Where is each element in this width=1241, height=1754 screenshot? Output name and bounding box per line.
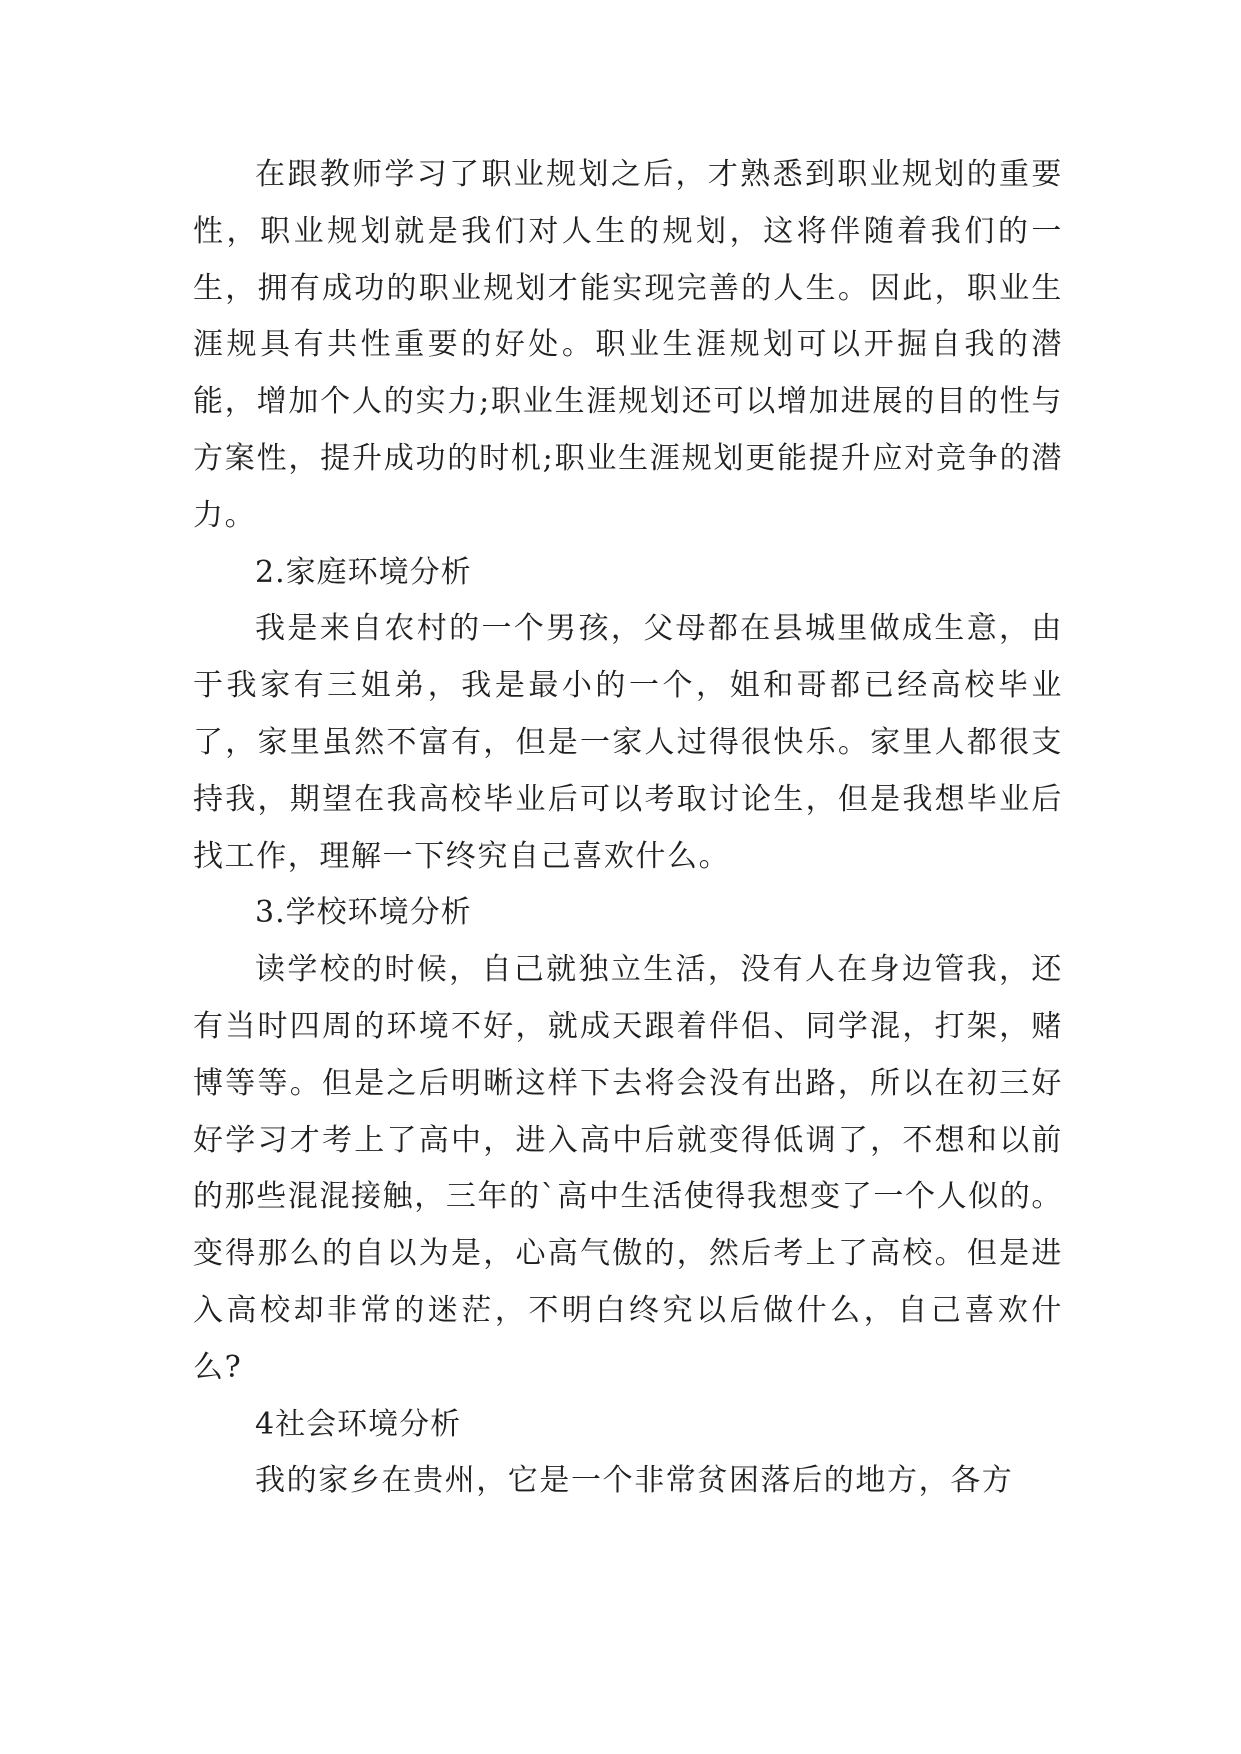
paragraph-social-environment: 我的家乡在贵州，它是一个非常贫困落后的地方，各方 (255, 1463, 1014, 1499)
heading-family-environment: 2.家庭环境分析 (255, 554, 472, 590)
paragraph-career-planning-importance: 在跟教师学习了职业规划之后，才熟悉到职业规划的重要性，职业规划就是我们对人生的规划，这将伴随着我们的一生，拥有成功的职业规划才能实现完善的人生。因此，职业生涯规具有共性重要的好处。职业生涯规划可以开掘自我的潜能，增加个人的实力;职业生涯规划还可以增加进展的目的性与方案性，提升成功的时机;职业生涯规划更能提升应对竞争的潜力。 (193, 157, 1063, 533)
heading-school-environment: 3.学校环境分析 (255, 895, 472, 931)
paragraph-school-environment: 读学校的时候，自己就独立生活，没有人在身边管我，还有当时四周的环境不好，就成天跟着伴侣、同学混，打架，赌博等等。但是之后明晰这样下去将会没有出路，所以在初三好好学习才考上了高中，进入高中后就变得低调了，不想和以前的那些混混接触，三年的`高中生活使得我想变了一个人似的。变得那么的自以为是，心高气傲的，然后考上了高校。但是进入高校却非常的迷茫，不明白终究以后做什么，自己喜欢什么? (193, 952, 1063, 1385)
document-page (193, 147, 1063, 1510)
paragraph-family-environment: 我是来自农村的一个男孩，父母都在县城里做成生意，由于我家有三姐弟，我是最小的一个，姐和哥都已经高校毕业了，家里虽然不富有，但是一家人过得很快乐。家里人都很支持我，期望在我高校毕业后可以考取讨论生，但是我想毕业后找工作，理解一下终究自己喜欢什么。 (193, 611, 1063, 874)
heading-social-environment: 4社会环境分析 (255, 1406, 462, 1442)
